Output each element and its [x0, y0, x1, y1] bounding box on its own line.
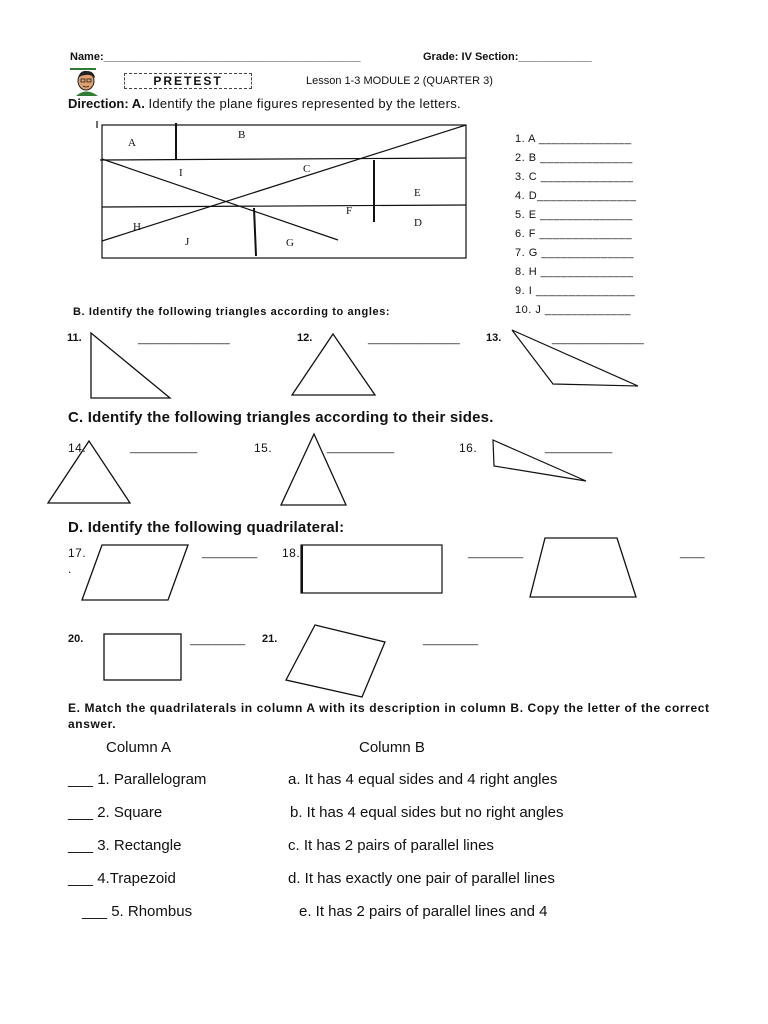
item-19-blank: ____	[680, 547, 705, 559]
item-13-blank: _______________	[552, 333, 644, 345]
answer-e: 5. E ______________	[515, 209, 633, 221]
match-a-3: ___ 3. Rectangle	[68, 837, 182, 854]
item-16-number: 16.	[459, 441, 478, 455]
item-20-number: 20.	[68, 633, 84, 645]
letter-D: D	[414, 217, 422, 229]
pretest-text: PRETEST	[153, 74, 223, 88]
answer-i: 9. I _______________	[515, 285, 636, 297]
letter-F: F	[346, 205, 353, 217]
match-b-1: a. It has 4 equal sides and 4 right angles	[288, 771, 558, 788]
match-b-5: e. It has 2 pairs of parallel lines and 4	[299, 903, 548, 920]
answer-d: 4. D_______________	[515, 190, 637, 202]
letter-G: G	[286, 237, 294, 249]
item-21-number: 21.	[262, 633, 278, 645]
item-15-blank: ___________	[327, 442, 395, 454]
answer-h: 8. H ______________	[515, 266, 634, 278]
grade-section-field: Grade: IV Section:____________	[423, 51, 592, 63]
answer-b: 2. B ______________	[515, 152, 633, 164]
letter-C: C	[303, 163, 311, 175]
part-b-title: B. Identify the following triangles according to angles:	[73, 306, 391, 318]
match-b-4: d. It has exactly one pair of parallel lines	[288, 870, 555, 887]
answer-g: 7. G ______________	[515, 247, 634, 259]
item-11-number: 11.	[67, 332, 82, 344]
column-a-header: Column A	[106, 739, 172, 756]
answer-c: 3. C ______________	[515, 171, 634, 183]
answer-j: 10. J _____________	[515, 304, 631, 316]
match-a-4: ___ 4.Trapezoid	[68, 870, 176, 887]
item-13-number: 13.	[486, 332, 502, 344]
part-d-title: D. Identify the following quadrilateral:	[68, 519, 345, 536]
match-a-1: ___ 1. Parallelogram	[68, 771, 207, 788]
item-12-number: 12.	[297, 332, 313, 344]
answer-f: 6. F ______________	[515, 228, 633, 240]
item-16-blank: ___________	[545, 442, 613, 454]
item-17-number: 17.	[68, 546, 87, 560]
item-15-number: 15.	[254, 441, 273, 455]
column-b-header: Column B	[359, 739, 425, 756]
letter-J: J	[185, 236, 190, 248]
item-21-blank: _________	[423, 634, 479, 646]
item-17-blank: _________	[202, 547, 258, 559]
item-20-blank: _________	[190, 634, 246, 646]
letter-I: I	[179, 167, 183, 179]
item-14-blank: ___________	[130, 442, 198, 454]
direction-text: Identify the plane figures represented by the letters.	[148, 96, 461, 111]
item-18-number: 18.	[282, 546, 301, 560]
part-e-title: E. Match the quadrilaterals in column A with its description in column B. Copy the letter of the correct answer.	[68, 701, 710, 731]
match-b-3: c. It has 2 pairs of parallel lines	[288, 837, 494, 854]
item-18-blank: _________	[468, 547, 524, 559]
letter-B: B	[238, 129, 246, 141]
match-a-5: ___ 5. Rhombus	[82, 903, 193, 920]
lesson-title: Lesson 1-3 MODULE 2 (QUARTER 3)	[306, 75, 493, 87]
item-12-blank: _______________	[368, 333, 460, 345]
letter-H: H	[133, 221, 141, 233]
name-field: Name:__________________________________________	[70, 51, 361, 63]
item-14-number: 14.	[68, 441, 87, 455]
answer-a: 1. A ______________	[515, 133, 632, 145]
letter-E: E	[414, 187, 421, 199]
part-c-title: C. Identify the following triangles according to their sides.	[68, 409, 494, 426]
match-a-2: ___ 2. Square	[68, 804, 163, 821]
item-17-dot: .	[68, 562, 72, 576]
match-b-2: b. It has 4 equal sides but no right angles	[290, 804, 564, 821]
item-11-blank: _______________	[138, 333, 230, 345]
letter-A: A	[128, 137, 136, 149]
direction-label: Direction: A.	[68, 96, 145, 111]
